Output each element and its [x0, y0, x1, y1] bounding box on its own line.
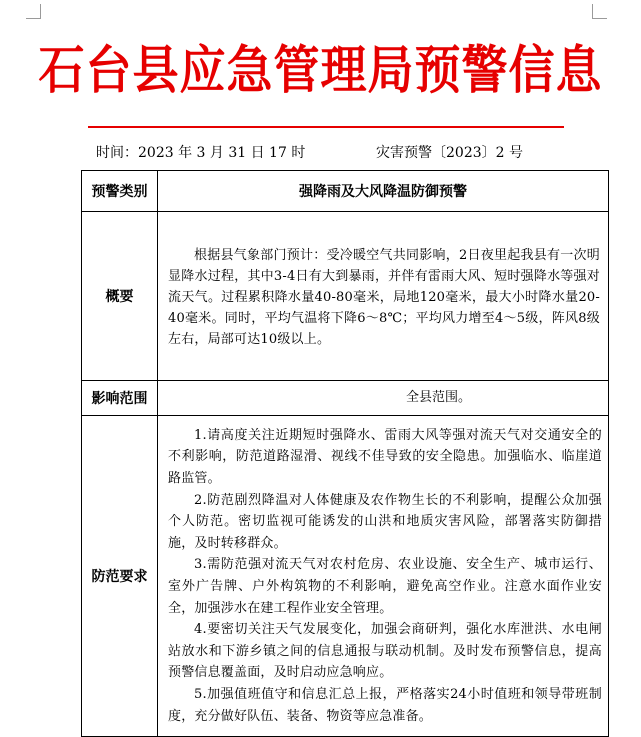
- table-row-summary: [82, 212, 609, 381]
- document-title: 石台县应急管理局预警信息: [38, 39, 603, 101]
- defense-cell: [158, 416, 609, 737]
- scope-cell: [158, 381, 609, 416]
- scope-label: 影响范围: [82, 381, 158, 416]
- defense-item: 1.请高度关注近期短时强降水、雷雨大风等强对流天气对交通安全的不利影响，防范道路湿滑、视线不佳导致的安全隐患。加强临水、临崖道路监管。: [168, 427, 602, 487]
- page-corner-mark-top-left: [26, 4, 41, 19]
- document-number: 灾害预警〔2023〕2 号: [376, 145, 523, 161]
- summary-label: 概要: [82, 212, 158, 381]
- table-row-scope: [82, 381, 609, 416]
- summary-cell: [158, 212, 609, 381]
- defense-item: 4.要密切关注天气发展变化，加强会商研判，强化水库泄洪、水电闸站放水和下游乡镇之间的信息通报与联动机制。及时发布预警信息，提高预警信息覆盖面，及时启动应急响应。: [168, 622, 602, 681]
- title-underline: [88, 126, 564, 128]
- issue-time: 时间：2023 年 3 月 31 日 17 时: [96, 145, 306, 161]
- scope-text: 全县范围。: [406, 390, 472, 405]
- defense-item: 2.防范剧烈降温对人体健康及农作物生长的不利影响，提醒公众加强个人防范。密切监视可能诱发的山洪和地质灾害风险，部署落实防御措施，及时转移群众。: [168, 492, 602, 551]
- table-row-defense: [82, 416, 609, 737]
- defense-item: 3.需防范强对流天气对农村危房、农业设施、安全生产、城市运行、室外广告牌、户外构筑物的不利影响，避免高空作业。注意水面作业安全，加强涉水在建工程作业安全管理。: [168, 557, 602, 616]
- defense-label: 防范要求: [82, 416, 158, 737]
- warning-category-title: 强降雨及大风降温防御预警: [158, 171, 609, 212]
- table-row-category: [82, 171, 609, 212]
- defense-item: 5.加强值班值守和信息汇总上报，严格落实24小时值班和领导带班制度，充分做好队伍、装备、物资等应急准备。: [168, 686, 602, 724]
- warning-table: [81, 170, 609, 737]
- summary-text: 根据县气象部门预计：受冷暖空气共同影响，2日夜里起我县有一次明显降水过程，其中3-4日有大到暴雨，并伴有雷雨大风、短时强降水等强对流天气。过程累积降水量40-80毫米，局地120毫米，最大小时降水量20-40毫米。同时，平均气温将下降6～8℃；平均风力增至4～5级，阵风8级左右，局部可达10级以上。: [168, 247, 600, 347]
- page-corner-mark-top-right: [592, 4, 607, 19]
- category-label: 预警类别: [82, 171, 158, 212]
